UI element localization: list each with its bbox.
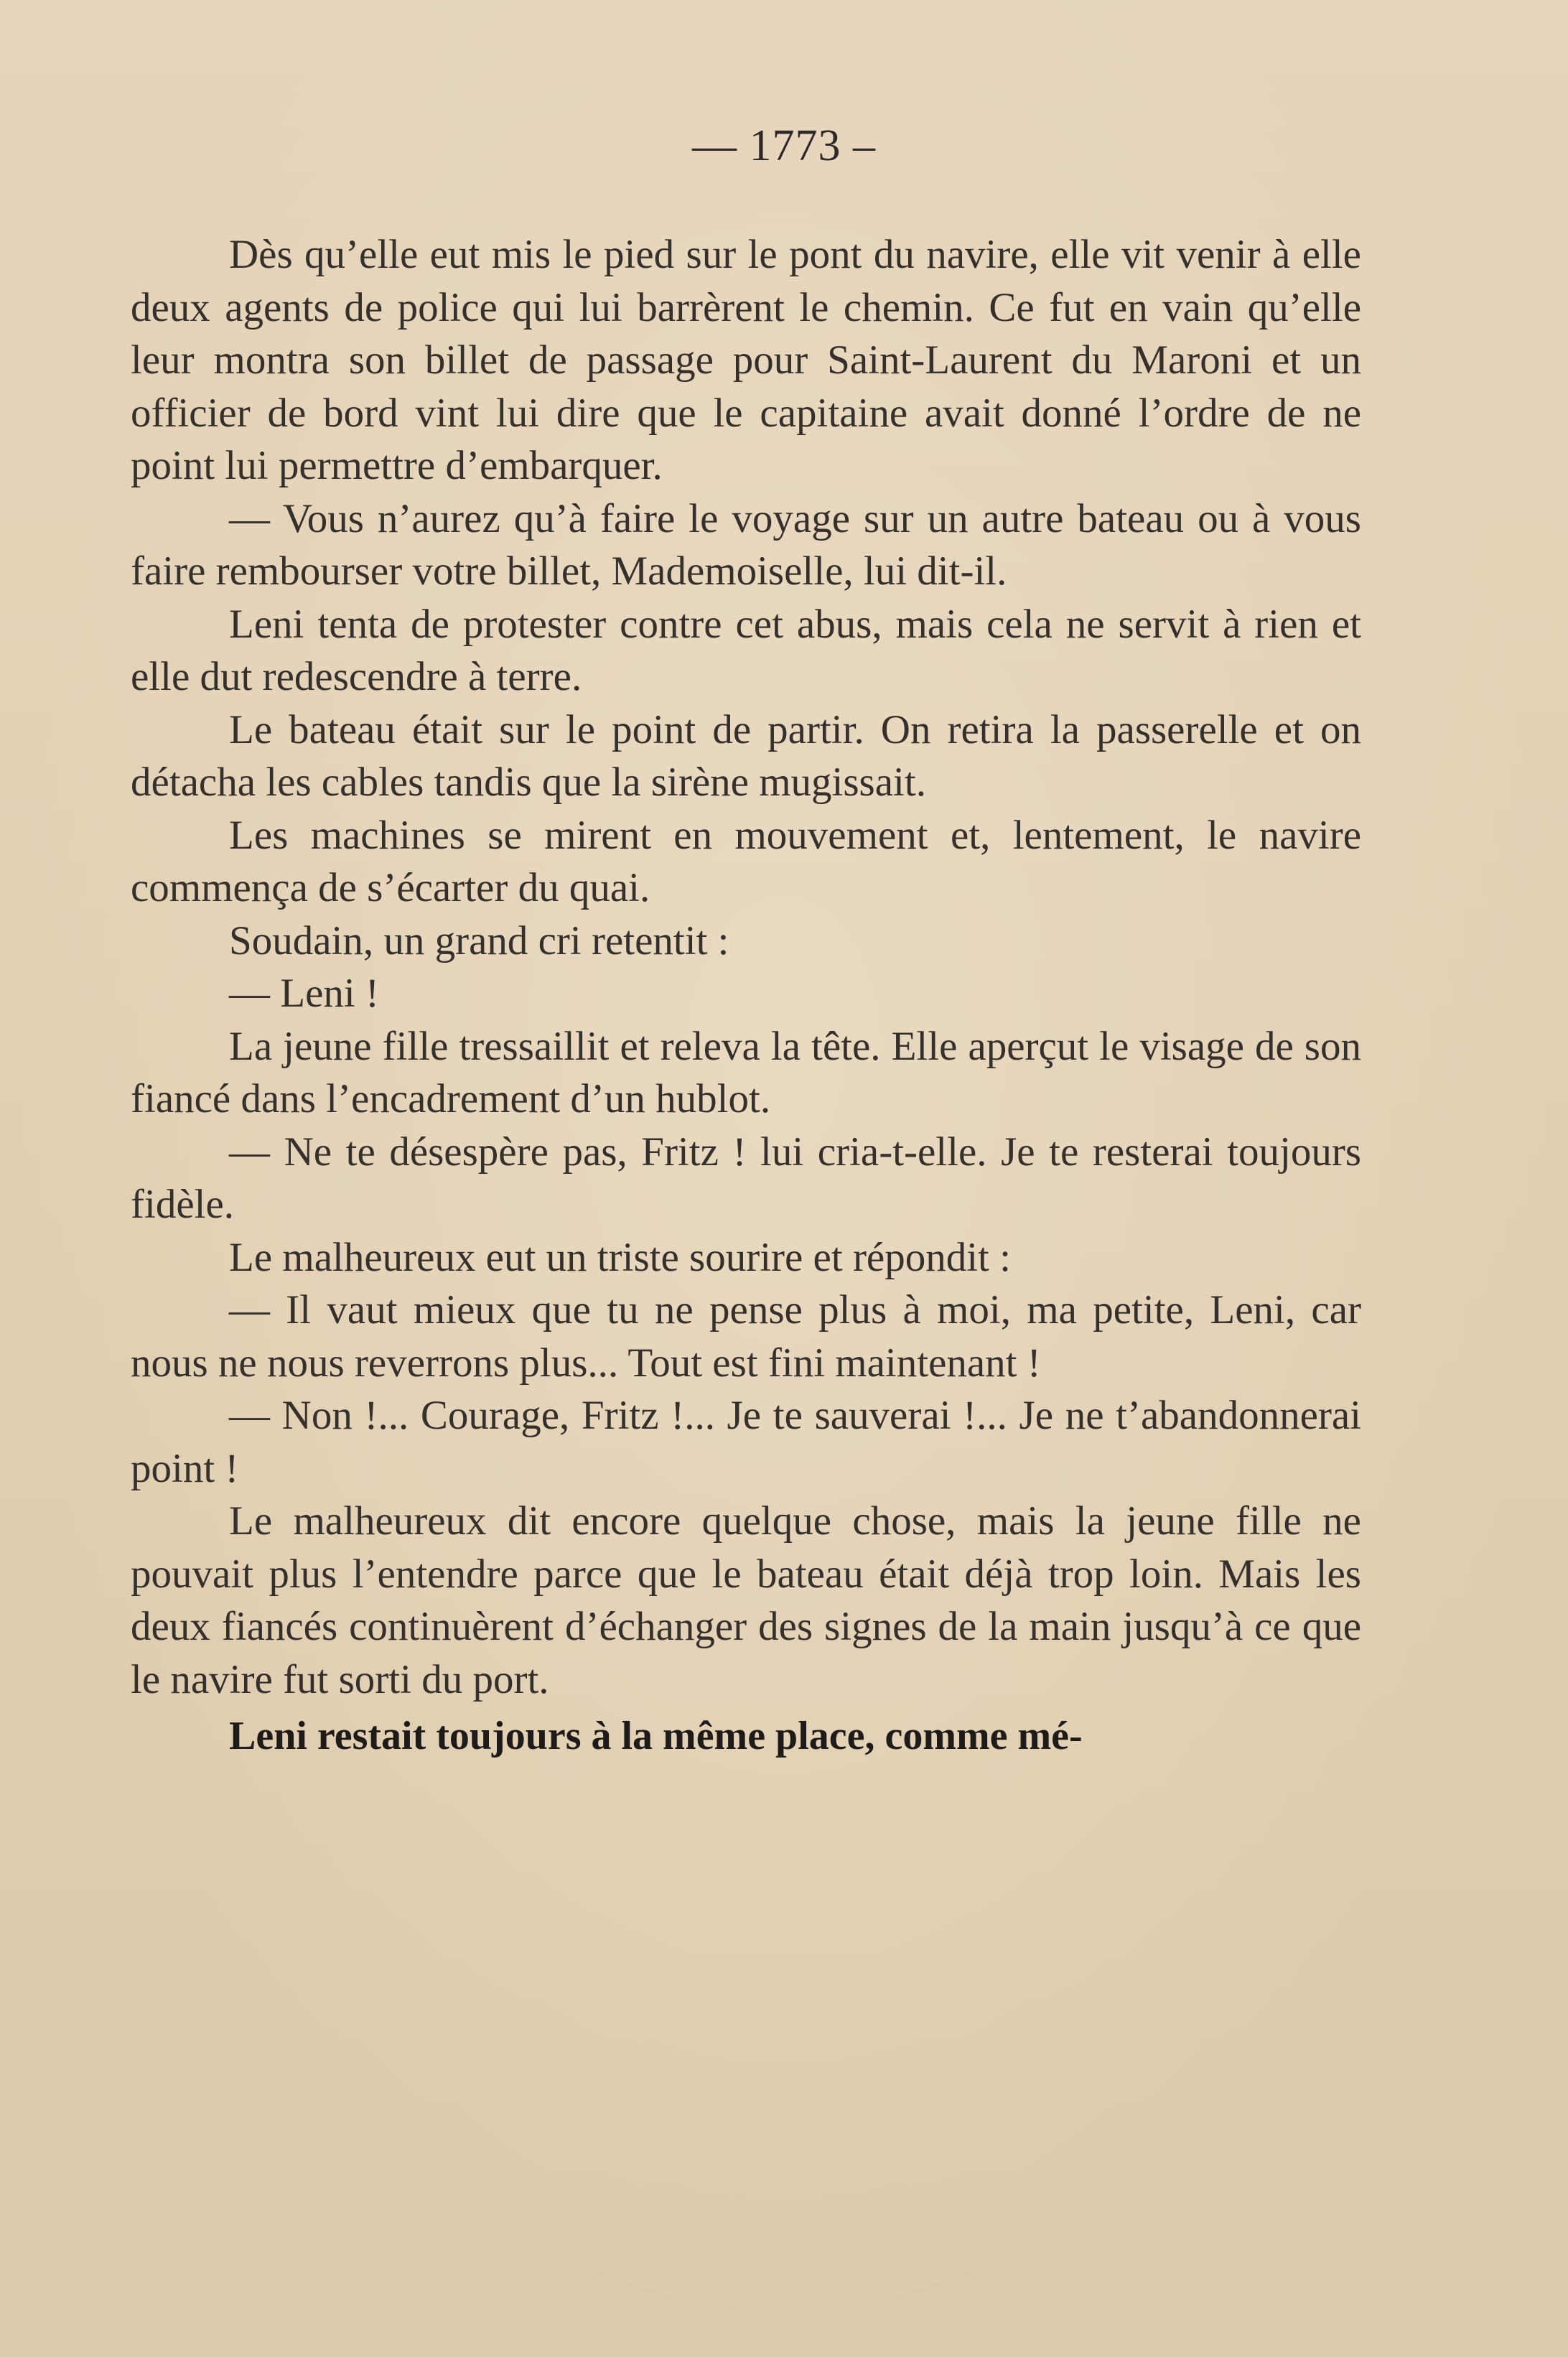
paragraph: Le bateau était sur le point de partir. On retira la passerelle et on détacha les cables tandis que la sirène mugissait. [131,706,1361,805]
paragraph: La jeune fille tressaillit et releva la tête. Elle aperçut le visage de son fiancé dans l’encadrement d’un hublot. [131,1023,1361,1121]
paragraph-continued: Leni restait toujours à la même place, comme mé- [229,1714,1083,1758]
paragraph: Le malheureux eut un triste sourire et répondit : [229,1234,1011,1280]
paragraph: Les machines se mirent en mouvement et, lentement, le navire commença de s’écarter du quai. [131,812,1361,910]
paragraph: — Il vaut mieux que tu ne pense plus à moi, ma petite, Leni, car nous ne nous reverrons plus... Tout est fini maintenant ! [131,1287,1361,1386]
paragraph: — Vous n’aurez qu’à faire le voyage sur un autre bateau ou à vous faire rembourser votre billet, Mademoiselle, lui dit-il. [131,495,1361,594]
paragraph: Le malheureux dit encore quelque chose, mais la jeune fille ne pouvait plus l’entendre parce que le bateau était déjà trop loin. Mais les deux fiancés continuèrent d’échanger des signes de la main jusqu’à ce que le navire fut sorti du port. [131,1498,1361,1702]
paragraph: — Ne te désespère pas, Fritz ! lui cria-t-elle. Je te resterai toujours fidèle. [131,1129,1361,1227]
paragraph: Leni tenta de protester contre cet abus, mais cela ne servit à rien et elle dut redescendre à terre. [131,601,1361,699]
paragraph: — Leni ! [229,971,379,1016]
page-number: — 1773 – [692,121,876,170]
body-text [131,228,1361,1763]
paragraph: — Non !... Courage, Fritz !... Je te sauverai !... Je ne t’abandonnerai point ! [131,1393,1361,1491]
paragraph: Dès qu’elle eut mis le pied sur le pont du navire, elle vit venir à elle deux agents de police qui lui barrèrent le chemin. Ce fut en vain qu’elle leur montra son billet de passage pour Saint-Laurent du Maroni et un officier de bord vint lui dire que le capitaine avait donné l’ordre de ne point lui permettre d’embarquer. [131,232,1361,488]
paragraph: Soudain, un grand cri retentit : [229,918,729,963]
